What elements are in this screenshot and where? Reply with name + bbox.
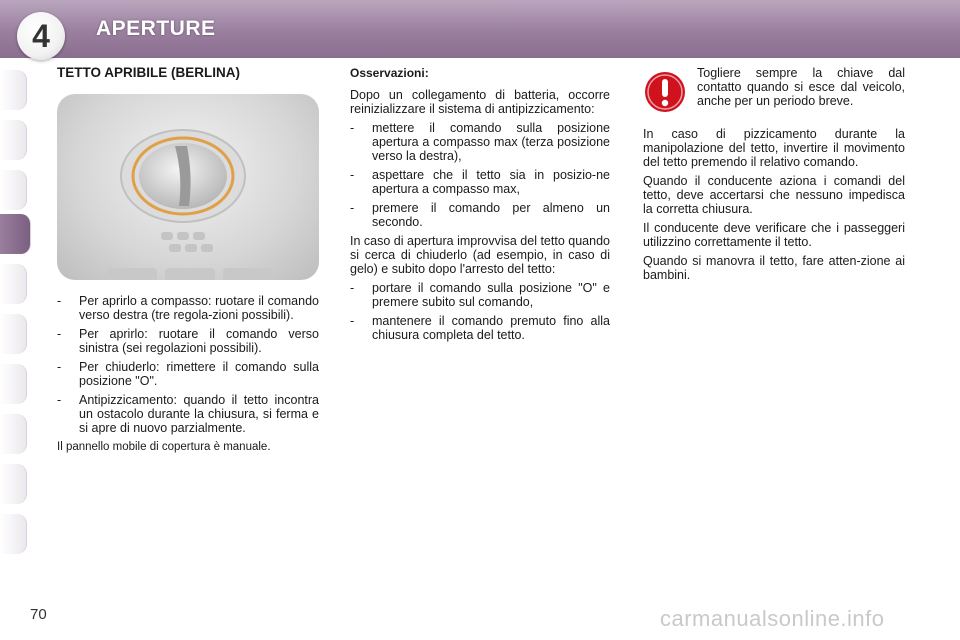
paragraph: Quando si manovra il tetto, fare atten-zione ai bambini. [643, 254, 905, 282]
paragraph: Quando il conducente aziona i comandi del tetto, deve accertarsi che nessuno impedisca la corretta chiusura. [643, 174, 905, 216]
chapter-tab[interactable] [0, 264, 27, 304]
watermark: carmanualsonline.info [660, 606, 885, 631]
chapter-tab-strip [0, 58, 32, 578]
paragraph: In caso di pizzicamento durante la manipolazione del tetto, invertire il movimento del tetto premendo il relativo comando. [643, 127, 905, 169]
chapter-tab-active[interactable] [0, 214, 31, 254]
chapter-tab[interactable] [0, 170, 27, 210]
chapter-tab[interactable] [0, 464, 27, 504]
list-item: - Antipizzicamento: quando il tetto incontra un ostacolo durante la chiusura, si ferma e si apre di nuovo parzialmente. [57, 393, 319, 435]
chapter-badge: 4 [17, 12, 65, 60]
list-item: - aspettare che il tetto sia in posizio-ne apertura a compasso max, [350, 168, 610, 196]
chapter-tab[interactable] [0, 70, 27, 110]
page-title: APERTURE [96, 17, 216, 40]
chapter-tab[interactable] [0, 364, 27, 404]
list-item: - Per chiuderlo: rimettere il comando sulla posizione "O". [57, 360, 319, 388]
paragraph: Dopo un collegamento di batteria, occorre reinizializzare il sistema di antipizzicamento: [350, 88, 610, 116]
chapter-tab[interactable] [0, 514, 27, 554]
list-item: - premere il comando per almeno un secondo. [350, 201, 610, 229]
list-item: - mettere il comando sulla posizione apertura a compasso max (terza posizione verso la destra), [350, 121, 610, 163]
header-band [0, 0, 960, 58]
warning-text: Togliere sempre la chiave dal contatto quando si esce dal veicolo, anche per un periodo breve. [697, 66, 905, 108]
warning-icon [643, 70, 687, 114]
column-left [57, 66, 319, 459]
page-number: 70 [30, 606, 47, 623]
column-middle [350, 66, 610, 347]
warning-block [643, 66, 905, 122]
sunroof-control-photo [57, 94, 319, 280]
chapter-tab[interactable] [0, 120, 27, 160]
paragraph: Il conducente deve verificare che i passeggeri utilizzino correttamente il tetto. [643, 221, 905, 249]
list-item: - mantenere il comando premuto fino alla chiusura completa del tetto. [350, 314, 610, 342]
sunroof-knob-illustration [57, 94, 319, 280]
list-item: - portare il comando sulla posizione "O" e premere subito sul comando, [350, 281, 610, 309]
list-item: - Per aprirlo a compasso: ruotare il comando verso destra (tre regola-zioni possibili). [57, 294, 319, 322]
paragraph: In caso di apertura improvvisa del tetto quando si cerca di chiuderlo (ad esempio, in caso di gelo) e subito dopo l'arresto del tetto: [350, 234, 610, 276]
cover-panel-note: Il pannello mobile di copertura è manuale. [57, 441, 271, 453]
chapter-tab[interactable] [0, 314, 27, 354]
column-right [643, 66, 905, 287]
chapter-tab[interactable] [0, 414, 27, 454]
list-item: - Per aprirlo: ruotare il comando verso sinistra (sei regolazioni possibili). [57, 327, 319, 355]
section-title: TETTO APRIBILE (BERLINA) [57, 65, 240, 80]
observations-title: Osservazioni: [350, 66, 429, 80]
